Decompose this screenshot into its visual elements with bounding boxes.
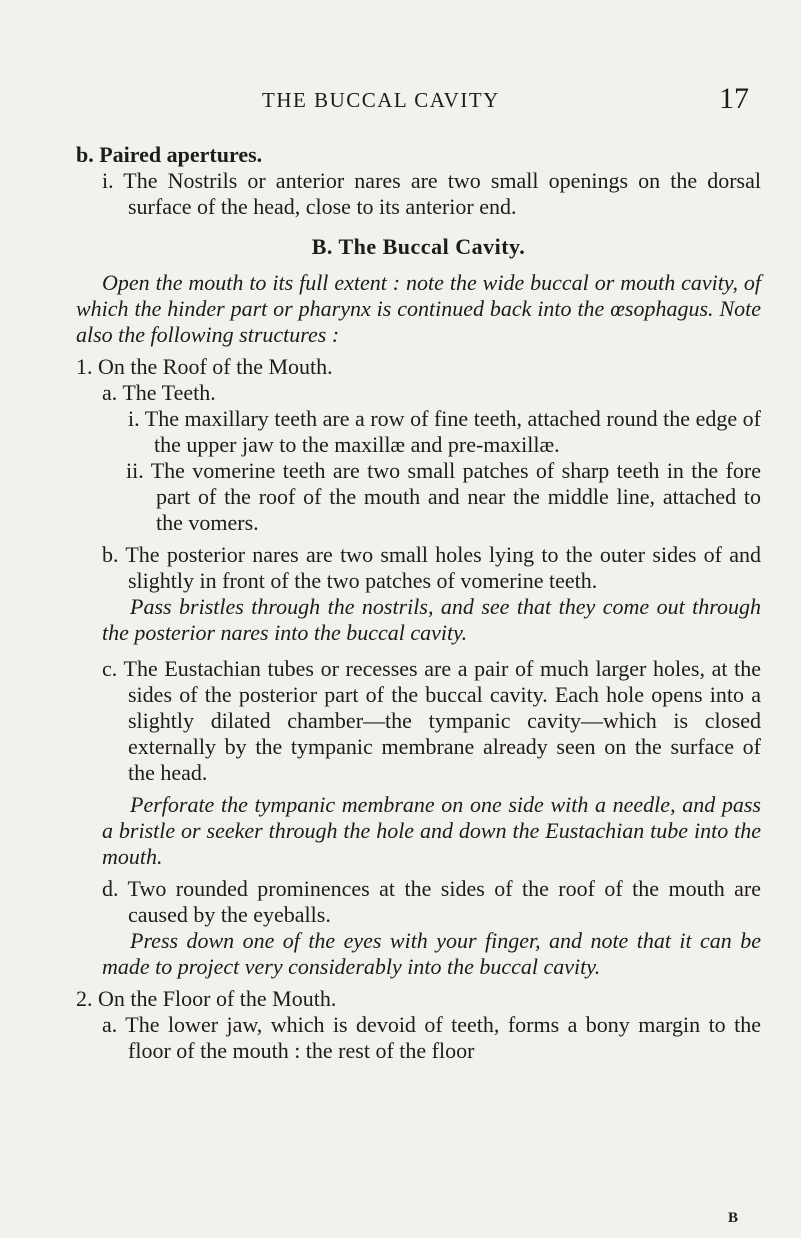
signature-mark: B: [728, 1210, 739, 1226]
page-number: 17: [719, 82, 749, 115]
item-teeth: a. The Teeth.: [102, 380, 216, 405]
item-vomerine-teeth: ii. The vomerine teeth are two small patches of sharp teeth in the fore part of the roof of the mouth and near the middle line, attached to the vomers.: [126, 458, 761, 535]
running-title: THE BUCCAL CAVITY: [262, 88, 500, 112]
item-lower-jaw: a. The lower jaw, which is devoid of teeth, forms a bony margin to the floor of the mouth : the rest of the floor: [102, 1012, 761, 1063]
instruction-perforate: Perforate the tympanic membrane on one side with a needle, and pass a bristle or seeker through the hole and down the Eustachian tube into the mouth.: [102, 792, 761, 869]
instruction-press-eye: Press down one of the eyes with your finger, and note that it can be made to project very considerably into the buccal cavity.: [102, 928, 761, 979]
item-nostrils: i. The Nostrils or anterior nares are two small openings on the dorsal surface of the head, close to its anterior end.: [102, 168, 761, 219]
page-body: [76, 142, 761, 1064]
item-maxillary-teeth: i. The maxillary teeth are a row of fine teeth, attached round the edge of the upper jaw to the maxillæ and pre-maxillæ.: [128, 406, 761, 457]
page-header: [0, 82, 801, 122]
item-roof-of-mouth: 1. On the Roof of the Mouth.: [76, 354, 333, 379]
section-b-paired-apertures: b. Paired apertures.: [76, 142, 263, 167]
heading-buccal-cavity: B. The Buccal Cavity.: [311, 234, 526, 259]
item-eustachian-tubes: c. The Eustachian tubes or recesses are a pair of much larger holes, at the sides of the posterior part of the buccal cavity. Each hole opens into a slightly dilated chamber—the tympanic cavity—which is closed externally by the tympanic membrane already seen on the surface of the head.: [102, 656, 761, 785]
item-rounded-prominences: d. Two rounded prominences at the sides of the roof of the mouth are caused by the eyeballs.: [102, 876, 761, 927]
instruction-open-mouth: Open the mouth to its full extent : note the wide buccal or mouth cavity, of which the hinder part or pharynx is continued back into the œsophagus. Note also the following structures :: [76, 270, 761, 347]
instruction-pass-bristles: Pass bristles through the nostrils, and see that they come out through the posterior nares into the buccal cavity.: [102, 594, 761, 645]
item-floor-of-mouth: 2. On the Floor of the Mouth.: [76, 986, 337, 1011]
item-posterior-nares: b. The posterior nares are two small holes lying to the outer sides of and slightly in front of the two patches of vomerine teeth.: [102, 542, 761, 593]
